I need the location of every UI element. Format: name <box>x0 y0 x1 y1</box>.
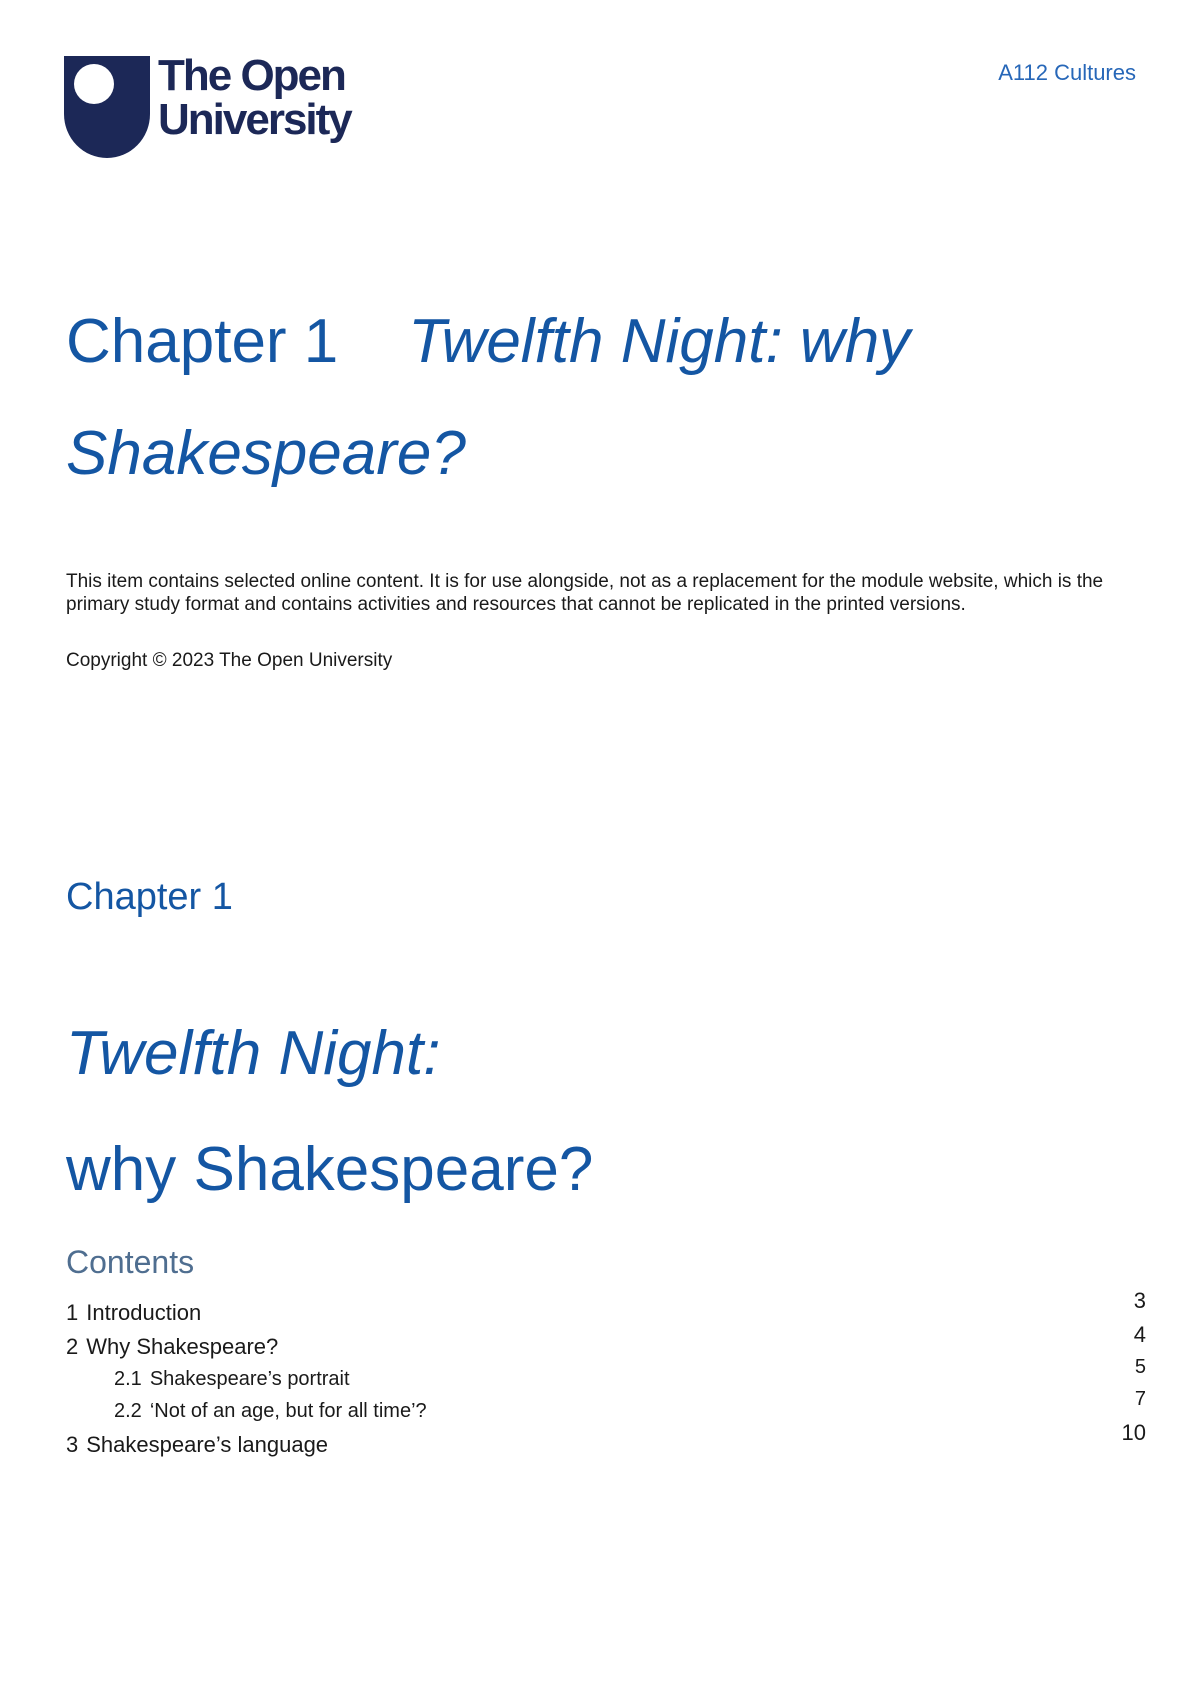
cover-title-main: Twelfth Night: why Shakespeare? <box>66 307 911 488</box>
toc-page-number: 3 <box>1133 1288 1146 1313</box>
cover-title-chapter: Chapter 1 <box>66 307 339 376</box>
toc-entry[interactable] <box>66 1300 201 1326</box>
toc-page-number: 10 <box>1121 1420 1146 1445</box>
chapter-title <box>66 996 593 1228</box>
toc-title: Shakespeare’s language <box>86 1432 329 1457</box>
contents-heading: Contents <box>66 1244 195 1280</box>
toc-page-number: 7 <box>1134 1388 1146 1410</box>
toc-title: Shakespeare’s portrait <box>149 1368 350 1390</box>
toc-entry[interactable] <box>114 1400 427 1423</box>
toc-entry[interactable] <box>114 1368 350 1391</box>
logo-wordmark <box>158 51 351 144</box>
toc-item-introduction[interactable] <box>66 1288 1146 1334</box>
chapter-label: Chapter 1 <box>66 876 233 918</box>
toc-page-number: 4 <box>1133 1322 1146 1347</box>
toc-entry[interactable] <box>66 1432 328 1458</box>
toc-entry[interactable] <box>66 1334 278 1360</box>
toc-item-shakespeares-portrait[interactable] <box>66 1356 1146 1400</box>
toc-number: 2.2 <box>114 1400 142 1422</box>
cover-title <box>66 286 1146 510</box>
chapter-title-line-1: Twelfth Night: <box>66 1019 441 1088</box>
toc-item-shakespeares-language[interactable] <box>66 1420 1146 1466</box>
toc-number: 3 <box>66 1432 79 1457</box>
logo-line-2: University <box>158 95 351 144</box>
logo-line-1: The Open <box>158 51 345 100</box>
toc-title: ‘Not of an age, but for all time’? <box>149 1400 427 1422</box>
toc-number: 1 <box>66 1300 79 1325</box>
toc-item-why-shakespeare[interactable] <box>66 1322 1146 1368</box>
copyright-text: Copyright © 2023 The Open University <box>66 650 393 671</box>
toc-item-not-of-an-age[interactable] <box>66 1388 1146 1432</box>
toc-page-number: 5 <box>1134 1356 1146 1378</box>
module-code: A112 Cultures <box>998 60 1136 85</box>
table-of-contents <box>66 1288 1146 1466</box>
toc-number: 2 <box>66 1334 79 1359</box>
open-university-logo <box>64 51 351 158</box>
toc-number: 2.1 <box>114 1368 142 1390</box>
toc-title: Why Shakespeare? <box>86 1334 279 1359</box>
university-shield-icon <box>64 56 150 158</box>
chapter-title-line-2: why Shakespeare? <box>66 1135 594 1204</box>
toc-title: Introduction <box>86 1300 202 1325</box>
disclaimer-text: This item contains selected online content. It is for use alongside, not as a replacement for the module website, which is the primary study format and contains activities and resources that cannot be replicated in the printed versions. <box>66 571 1104 615</box>
